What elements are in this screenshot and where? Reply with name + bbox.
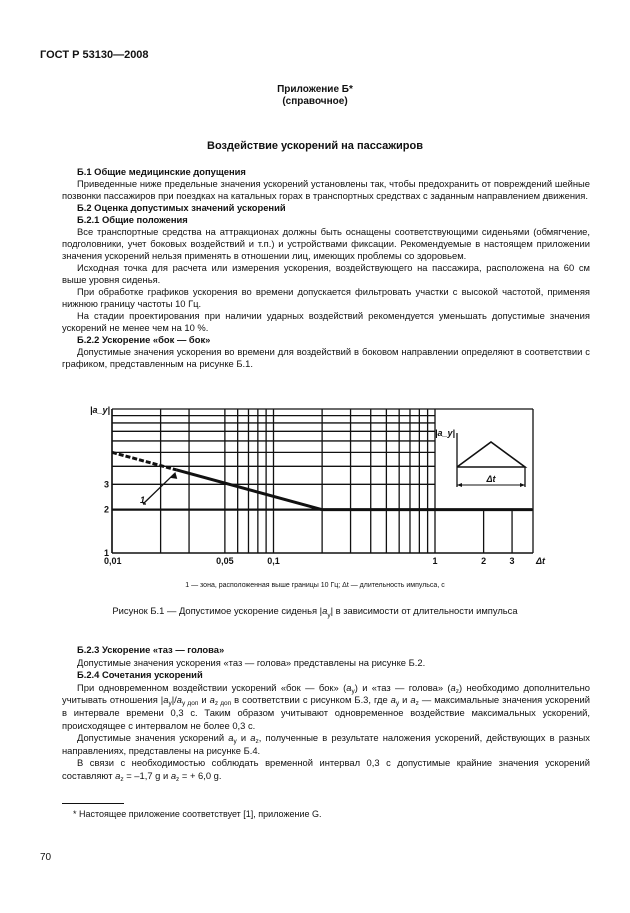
- text-run: — максимальные значения ускорений в интервале времени 0,3 с. Таким образом учитывают одновременное воздействие максимальных ускорений, происходящее с интервалом не более 0,3 с.: [62, 694, 590, 731]
- caption-sub: y: [327, 611, 331, 619]
- figure-caption: [0, 605, 630, 619]
- subscript: y: [351, 687, 355, 695]
- text-run: ) и «таз — голова» (: [354, 681, 451, 693]
- paragraph: [62, 226, 590, 262]
- text-run: На стадии проектирования при наличии ударных воздействий рекомендуется уменьшать допустимые значения ускорений не менее чем на 10 %.: [62, 310, 590, 333]
- paragraph: [62, 178, 590, 202]
- text-run: При одновременном воздействии ускорений «бок — бок» (: [77, 681, 347, 693]
- paragraph: [62, 346, 590, 370]
- appendix-title: Приложение Б*: [277, 84, 353, 95]
- subscript: y: [395, 700, 400, 708]
- footnote: * Настоящее приложение соответствует [1], приложение G.: [73, 809, 322, 819]
- figure-b1-chart: [0, 390, 630, 570]
- variable: a: [228, 732, 234, 744]
- footnote-divider: [62, 803, 124, 804]
- text-run: в соответствии с рисунком Б.3, где: [231, 694, 391, 706]
- caption-var: a: [322, 605, 328, 616]
- appendix-subtitle: (справочное): [282, 96, 348, 107]
- text-run: Допустимые значения ускорения «таз — голова» представлены на рисунке Б.2.: [77, 656, 426, 668]
- subscript: y доп: [181, 700, 199, 708]
- subscript: z: [255, 738, 259, 746]
- text-run: Б.1 Общие медицинские допущения: [77, 166, 246, 177]
- inset-pulse-diagram: [435, 428, 525, 487]
- paragraph: [62, 757, 590, 782]
- text-run: Б.2.3 Ускорение «таз — голова»: [77, 644, 225, 655]
- text-block-2: [62, 644, 590, 783]
- subscript: z доп: [214, 700, 232, 708]
- subscript: z: [455, 687, 460, 695]
- variable: a: [410, 694, 416, 706]
- x-tick-label: 0,01: [104, 556, 122, 566]
- y-tick-label: 1: [103, 548, 109, 558]
- x-tick-label: 2: [481, 556, 487, 566]
- section-heading: [62, 669, 590, 682]
- text-run: В связи с необходимостью соблюдать временной интервал 0,3 с допустимые крайние значения ускорений составляют: [62, 757, 590, 781]
- series-limit-dashed: [112, 452, 176, 469]
- variable: a: [170, 769, 177, 781]
- text-block-1: [62, 166, 590, 370]
- section-title: Воздействие ускорений на пассажиров: [207, 140, 423, 152]
- caption-pre: Рисунок Б.1 — Допустимое ускорение сиденья |: [112, 605, 323, 616]
- text-run: При обработке графиков ускорения во времени допускается фильтровать участки с высокой частотой, применяя нижнюю границу частоты 10 Гц.: [62, 286, 590, 309]
- inset-triangle: [457, 442, 525, 467]
- annotation-leader: [143, 474, 174, 504]
- subscript: z: [176, 775, 180, 783]
- paragraph: [62, 682, 590, 732]
- text-run: Допустимые значения ускорения во времени для воздействий в боковом направлении определяют в соответствии с графиком, представленным на рисунке Б.1.: [62, 346, 590, 369]
- annotation-arrowhead: [170, 472, 177, 479]
- paragraph: [62, 310, 590, 334]
- text-run: Все транспортные средства на аттракционах должны быть оснащены соответствующими сиденьями (обмягчение, подголовники, учет боковых воздействий и т.п.) и устройствами фиксации. Рекомендуемые в настоящем приложении значения ускорений нельзя применять в отношении лиц, имеющих проблемы со здоровьем.: [62, 226, 590, 261]
- subscript: z: [415, 700, 419, 708]
- section-heading: [62, 202, 590, 214]
- figure-legend: 1 — зона, расположенная выше границы 10 Гц; Δt — длительность импульса, с: [185, 582, 445, 589]
- subscript: z: [120, 775, 124, 783]
- text-run: ) необходимо дополнительно учитывать отношения |: [62, 681, 590, 706]
- variable: a: [390, 694, 396, 706]
- text-run: Исходная точка для расчета или измерения ускорения, воздействующего на пассажира, расположена на 60 см выше уровня сиденья.: [62, 262, 590, 285]
- y-tick-label: 3: [103, 479, 109, 490]
- inset-arrow-left: [457, 483, 462, 487]
- variable: a: [176, 694, 182, 706]
- caption-post: | в зависимости от длительности импульса: [330, 605, 518, 616]
- inset-y-label: |a_y|: [434, 428, 455, 438]
- document-id-header: ГОСТ Р 53130—2008: [40, 49, 149, 61]
- inset-x-label: Δt: [486, 474, 496, 484]
- paragraph: [62, 657, 590, 670]
- section-heading: [62, 166, 590, 178]
- x-tick-label: 3: [509, 556, 515, 566]
- text-run: Допустимые значения ускорений: [77, 732, 229, 744]
- text-run: Б.2 Оценка допустимых значений ускорений: [77, 202, 286, 213]
- text-run: = –1,7 g и: [123, 769, 171, 781]
- section-heading: [62, 644, 590, 657]
- text-run: Приведенные ниже предельные значения ускорений установлены так, чтобы предохранить от повреждений шейные позвонки пассажиров при поездках на катальных горах в транспортных средствах с заданным направлением движения.: [62, 178, 590, 201]
- text-run: и: [399, 694, 411, 706]
- text-run: Б.2.1 Общие положения: [77, 214, 188, 225]
- text-run: Б.2.2 Ускорение «бок — бок»: [77, 334, 211, 345]
- subscript: y: [233, 738, 237, 746]
- series-limit: [176, 470, 532, 510]
- paragraph: [62, 286, 590, 310]
- variable: a: [209, 694, 215, 706]
- section-heading: [62, 334, 590, 346]
- inset-arrow-right: [520, 483, 525, 487]
- x-tick-label: 0,1: [267, 556, 280, 566]
- variable: a: [115, 769, 121, 781]
- text-run: = + 6,0 g.: [179, 769, 222, 781]
- x-tick-label: 0,05: [216, 556, 234, 566]
- x-axis-label: Δt: [536, 556, 546, 566]
- text-run: Б.2.4 Сочетания ускорений: [77, 669, 203, 681]
- text-run: и: [236, 732, 251, 744]
- y-axis-label: |a_y|: [89, 405, 110, 415]
- x-tick-label: 1: [432, 556, 438, 566]
- annotation-label: 1: [139, 495, 145, 505]
- section-heading: [62, 214, 590, 226]
- paragraph: [62, 262, 590, 286]
- y-tick-label: 2: [103, 504, 109, 515]
- variable: a: [250, 732, 256, 744]
- page-number: 70: [40, 852, 52, 863]
- subscript: y: [168, 700, 172, 708]
- text-run: , полученные в результате наложения ускорений, действующих в разных направлениях, представлены на рисунке Б.4.: [62, 732, 590, 756]
- text-run: |/: [171, 694, 177, 706]
- variable: a: [163, 694, 169, 706]
- paragraph: [62, 732, 590, 757]
- variable: a: [450, 681, 456, 693]
- variable: a: [346, 681, 352, 693]
- text-run: и: [198, 694, 210, 706]
- appendix-heading: [0, 84, 630, 108]
